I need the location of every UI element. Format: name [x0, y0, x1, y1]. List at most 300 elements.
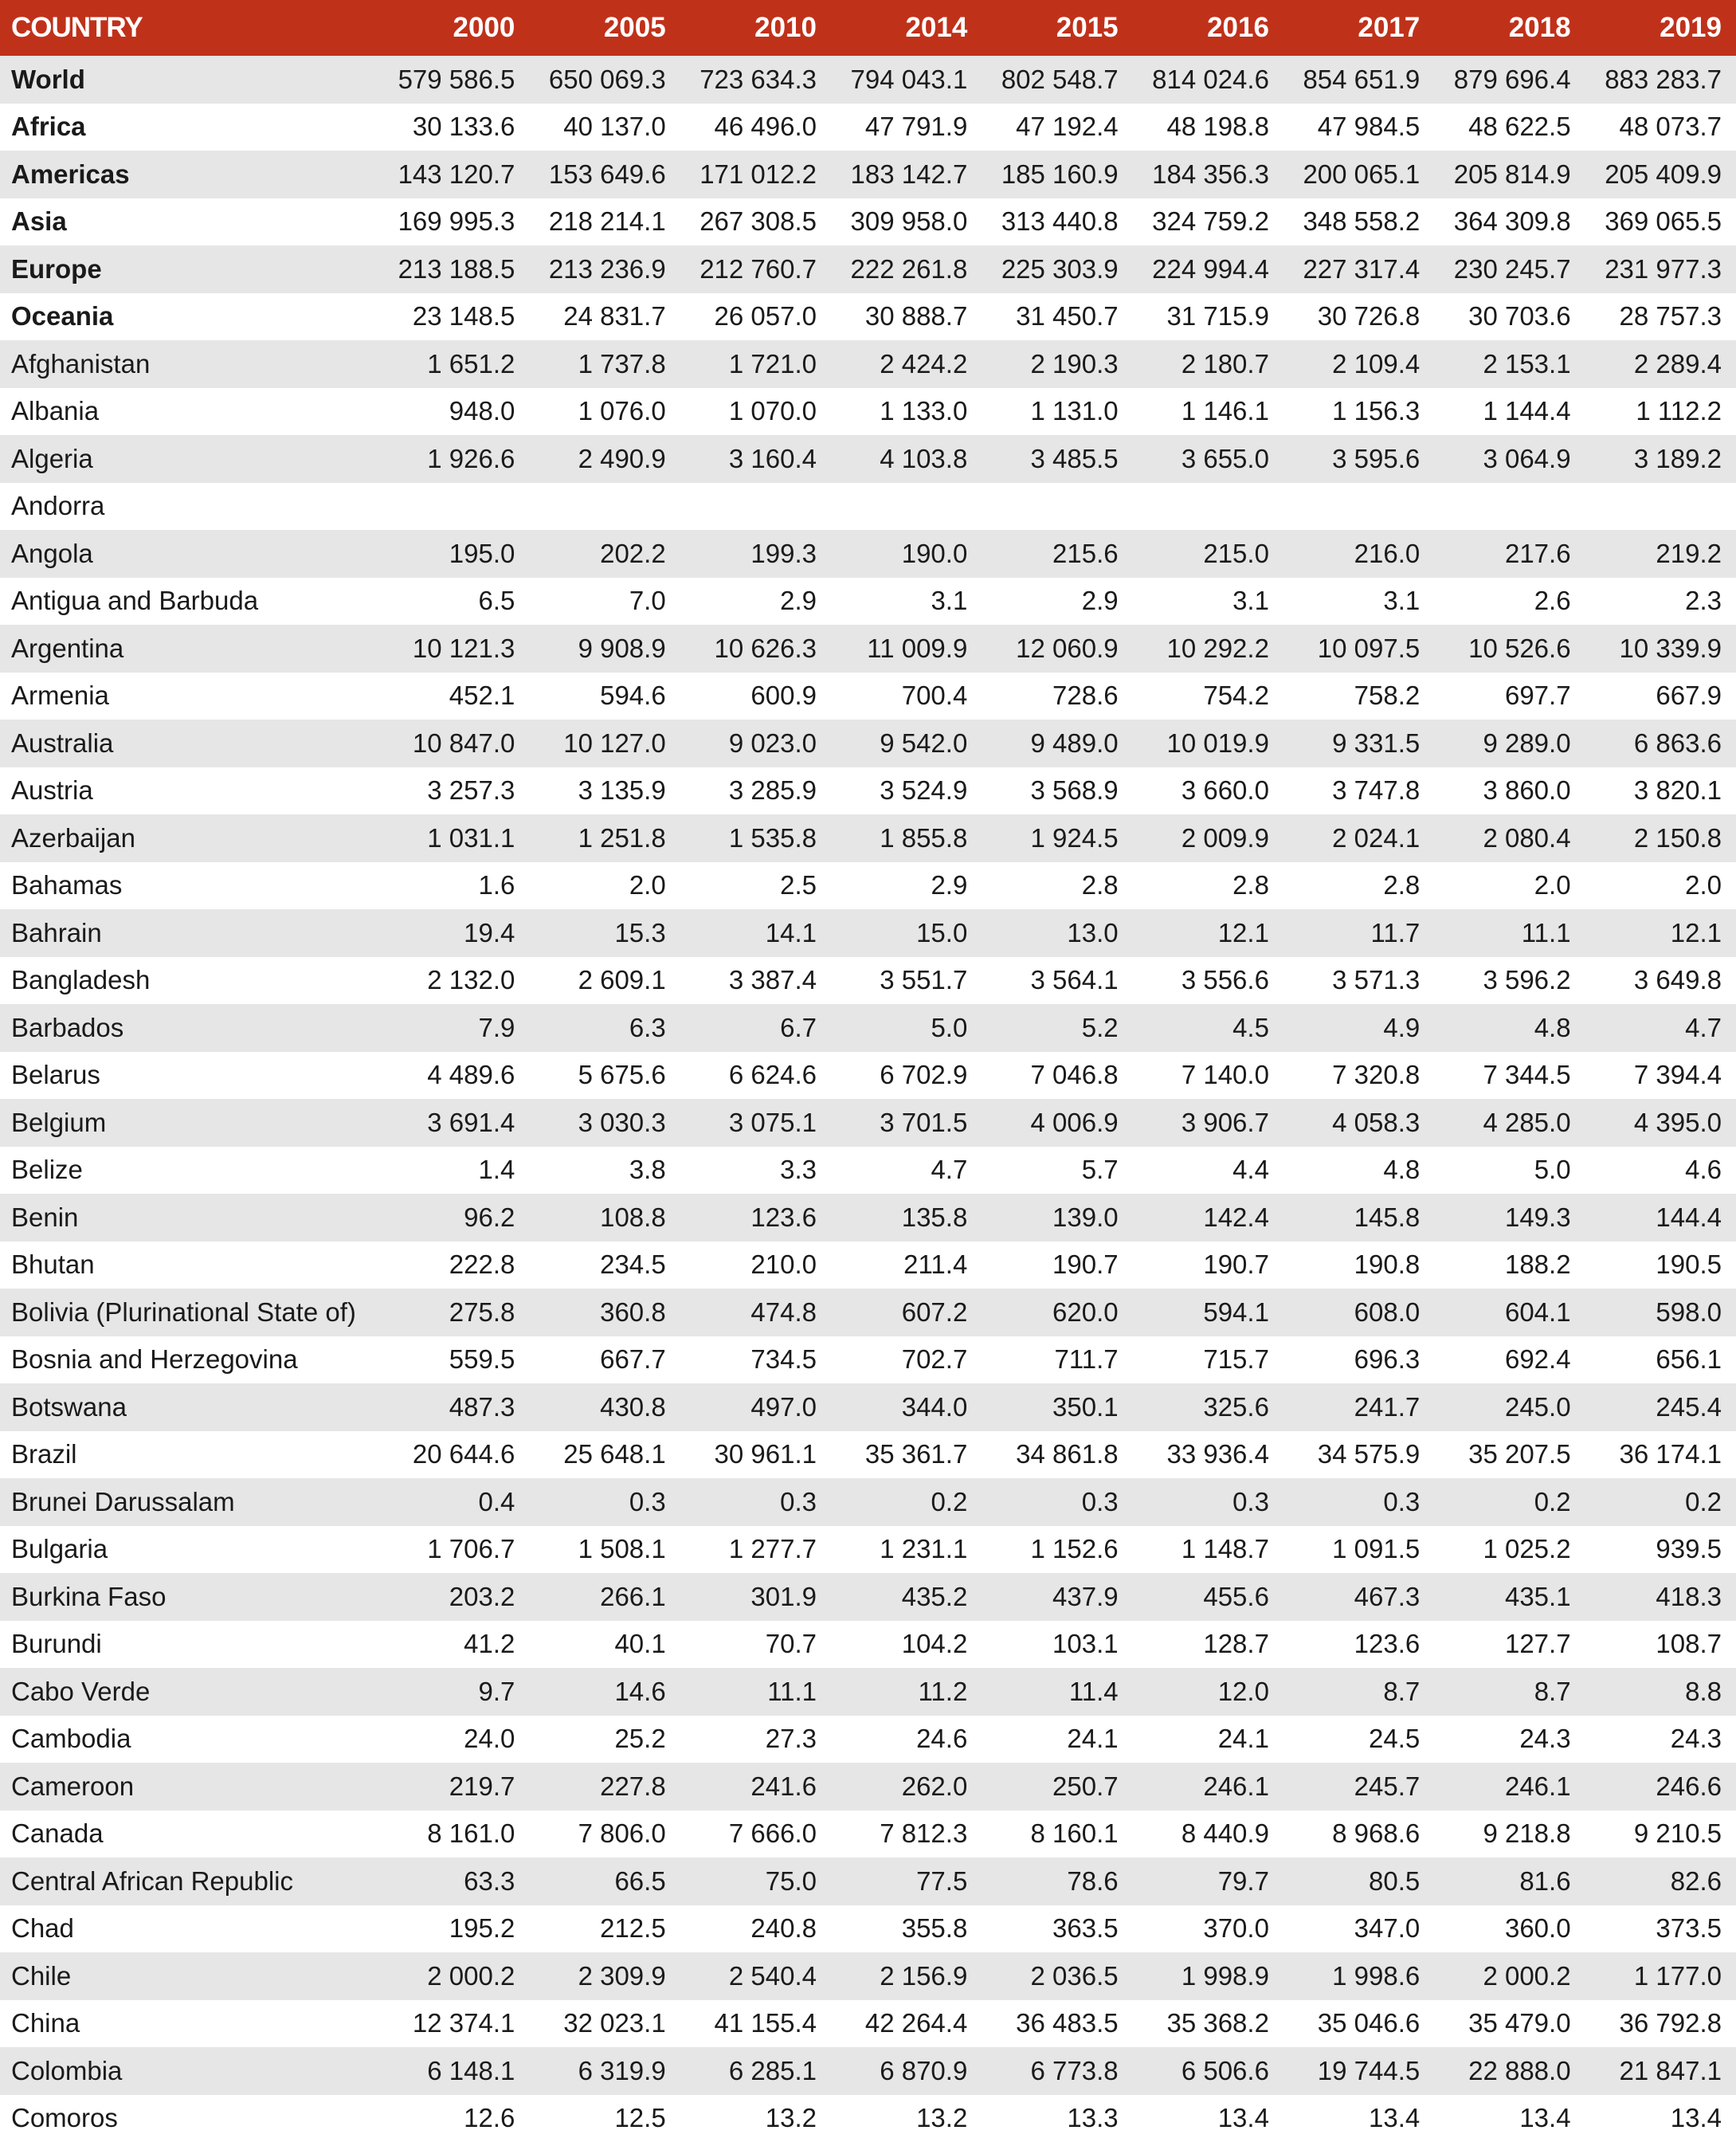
- country-name: Cameroon: [0, 1763, 378, 1810]
- region-name: Africa: [0, 104, 378, 151]
- value-cell: 3 285.9: [680, 767, 831, 815]
- value-cell: 2.6: [1434, 578, 1585, 626]
- value-cell: 3 860.0: [1434, 767, 1585, 815]
- value-cell: 108.8: [529, 1194, 680, 1242]
- value-cell: 0.3: [1133, 1478, 1283, 1526]
- value-cell: 23 148.5: [378, 293, 529, 341]
- value-cell: 9 331.5: [1283, 720, 1434, 767]
- value-cell: 4 395.0: [1585, 1099, 1736, 1147]
- value-cell: 2.0: [529, 862, 680, 910]
- value-cell: 9 489.0: [982, 720, 1132, 767]
- value-cell: 10 292.2: [1133, 625, 1283, 673]
- value-cell: 190.5: [1585, 1242, 1736, 1289]
- value-cell: 1 924.5: [982, 814, 1132, 862]
- value-cell: 275.8: [378, 1289, 529, 1336]
- value-cell: 594.1: [1133, 1289, 1283, 1336]
- table-row: [0, 909, 1736, 957]
- value-cell: 40 137.0: [529, 104, 680, 151]
- value-cell: 0.3: [680, 1478, 831, 1526]
- value-cell: 246.1: [1434, 1763, 1585, 1810]
- country-name: Bahamas: [0, 862, 378, 910]
- value-cell: 3 701.5: [831, 1099, 982, 1147]
- value-cell: 12.5: [529, 2095, 680, 2142]
- value-cell: 7 140.0: [1133, 1052, 1283, 1100]
- table-row: [0, 1099, 1736, 1147]
- value-cell: 3.1: [1133, 578, 1283, 626]
- table-row: [0, 814, 1736, 862]
- table-row: [0, 1763, 1736, 1810]
- value-cell: 78.6: [982, 1858, 1132, 1905]
- value-cell: 883 283.7: [1585, 56, 1736, 104]
- value-cell: 215.6: [982, 530, 1132, 578]
- table-row: [0, 1194, 1736, 1242]
- value-cell: 35 207.5: [1434, 1431, 1585, 1479]
- value-cell: 190.8: [1283, 1242, 1434, 1289]
- value-cell: 11 009.9: [831, 625, 982, 673]
- value-cell: 2.5: [680, 862, 831, 910]
- value-cell: 35 361.7: [831, 1431, 982, 1479]
- value-cell: 20 644.6: [378, 1431, 529, 1479]
- value-cell: 13.2: [680, 2095, 831, 2142]
- value-cell: 24.6: [831, 1716, 982, 1763]
- region-row: [0, 56, 1736, 104]
- value-cell: 30 888.7: [831, 293, 982, 341]
- value-cell: 22 888.0: [1434, 2047, 1585, 2095]
- value-cell: 145.8: [1283, 1194, 1434, 1242]
- table-row: [0, 1716, 1736, 1763]
- value-cell: 2 132.0: [378, 957, 529, 1005]
- value-cell: 2 289.4: [1585, 340, 1736, 388]
- value-cell: 171 012.2: [680, 151, 831, 198]
- value-cell: 213 188.5: [378, 245, 529, 293]
- value-cell: 6 285.1: [680, 2047, 831, 2095]
- value-cell: 24.0: [378, 1716, 529, 1763]
- value-cell: 216.0: [1283, 530, 1434, 578]
- table-row: [0, 578, 1736, 626]
- value-cell: 4 058.3: [1283, 1099, 1434, 1147]
- country-name: Andorra: [0, 483, 378, 531]
- value-cell: 227 317.4: [1283, 245, 1434, 293]
- country-name: Canada: [0, 1810, 378, 1858]
- country-name: Algeria: [0, 435, 378, 483]
- value-cell: [831, 483, 982, 531]
- value-cell: 11.2: [831, 1668, 982, 1716]
- value-cell: 3.1: [831, 578, 982, 626]
- table-row: [0, 1004, 1736, 1052]
- value-cell: 4 103.8: [831, 435, 982, 483]
- value-cell: 8.7: [1434, 1668, 1585, 1716]
- value-cell: 1 251.8: [529, 814, 680, 862]
- value-cell: 135.8: [831, 1194, 982, 1242]
- value-cell: 26 057.0: [680, 293, 831, 341]
- value-cell: 103.1: [982, 1621, 1132, 1669]
- value-cell: 8.7: [1283, 1668, 1434, 1716]
- year-column-header: 2010: [680, 0, 831, 56]
- value-cell: 10 339.9: [1585, 625, 1736, 673]
- value-cell: 80.5: [1283, 1858, 1434, 1905]
- value-cell: 1 231.1: [831, 1526, 982, 1574]
- value-cell: 1 737.8: [529, 340, 680, 388]
- value-cell: 3 524.9: [831, 767, 982, 815]
- value-cell: 3 906.7: [1133, 1099, 1283, 1147]
- value-cell: 82.6: [1585, 1858, 1736, 1905]
- value-cell: 373.5: [1585, 1905, 1736, 1953]
- value-cell: 3 387.4: [680, 957, 831, 1005]
- value-cell: 430.8: [529, 1383, 680, 1431]
- value-cell: 363.5: [982, 1905, 1132, 1953]
- value-cell: 4 489.6: [378, 1052, 529, 1100]
- country-name: Bangladesh: [0, 957, 378, 1005]
- value-cell: 608.0: [1283, 1289, 1434, 1336]
- value-cell: 24.3: [1434, 1716, 1585, 1763]
- value-cell: 696.3: [1283, 1336, 1434, 1384]
- value-cell: 2.9: [680, 578, 831, 626]
- value-cell: 711.7: [982, 1336, 1132, 1384]
- value-cell: 6 506.6: [1133, 2047, 1283, 2095]
- table-row: [0, 1952, 1736, 2000]
- value-cell: 19.4: [378, 909, 529, 957]
- value-cell: 25.2: [529, 1716, 680, 1763]
- value-cell: 12.0: [1133, 1668, 1283, 1716]
- value-cell: 2 009.9: [1133, 814, 1283, 862]
- value-cell: [1434, 483, 1585, 531]
- value-cell: 48 073.7: [1585, 104, 1736, 151]
- value-cell: 240.8: [680, 1905, 831, 1953]
- value-cell: [982, 483, 1132, 531]
- value-cell: 21 847.1: [1585, 2047, 1736, 2095]
- value-cell: 203.2: [378, 1573, 529, 1621]
- value-cell: 3.3: [680, 1147, 831, 1195]
- value-cell: 212.5: [529, 1905, 680, 1953]
- region-name: World: [0, 56, 378, 104]
- region-row: [0, 245, 1736, 293]
- country-name: Austria: [0, 767, 378, 815]
- value-cell: 267 308.5: [680, 198, 831, 246]
- value-cell: 0.2: [1434, 1478, 1585, 1526]
- value-cell: 2 036.5: [982, 1952, 1132, 2000]
- value-cell: 802 548.7: [982, 56, 1132, 104]
- value-cell: 31 450.7: [982, 293, 1132, 341]
- value-cell: 234.5: [529, 1242, 680, 1289]
- country-name: Chad: [0, 1905, 378, 1953]
- table-row: [0, 625, 1736, 673]
- value-cell: 3 556.6: [1133, 957, 1283, 1005]
- year-column-header: 2015: [982, 0, 1132, 56]
- value-cell: 213 236.9: [529, 245, 680, 293]
- value-cell: 24.5: [1283, 1716, 1434, 1763]
- value-cell: [529, 483, 680, 531]
- table-row: [0, 340, 1736, 388]
- country-name: Belarus: [0, 1052, 378, 1100]
- value-cell: 474.8: [680, 1289, 831, 1336]
- value-cell: 219.2: [1585, 530, 1736, 578]
- table-row: [0, 2047, 1736, 2095]
- value-cell: 10 121.3: [378, 625, 529, 673]
- value-cell: 8.8: [1585, 1668, 1736, 1716]
- value-cell: 3 820.1: [1585, 767, 1736, 815]
- value-cell: 723 634.3: [680, 56, 831, 104]
- value-cell: 144.4: [1585, 1194, 1736, 1242]
- table-row: [0, 673, 1736, 720]
- value-cell: 128.7: [1133, 1621, 1283, 1669]
- country-name: Bolivia (Plurinational State of): [0, 1289, 378, 1336]
- value-cell: 1 133.0: [831, 388, 982, 436]
- value-cell: 667.9: [1585, 673, 1736, 720]
- value-cell: 42 264.4: [831, 2000, 982, 2048]
- value-cell: 309 958.0: [831, 198, 982, 246]
- value-cell: 190.7: [1133, 1242, 1283, 1289]
- value-cell: 1 031.1: [378, 814, 529, 862]
- value-cell: 3.8: [529, 1147, 680, 1195]
- country-name: Chile: [0, 1952, 378, 2000]
- country-name: Botswana: [0, 1383, 378, 1431]
- value-cell: 24 831.7: [529, 293, 680, 341]
- value-cell: 12.6: [378, 2095, 529, 2142]
- value-cell: 360.8: [529, 1289, 680, 1336]
- table-row: [0, 388, 1736, 436]
- country-name: Burundi: [0, 1621, 378, 1669]
- value-cell: 4.9: [1283, 1004, 1434, 1052]
- value-cell: 437.9: [982, 1573, 1132, 1621]
- value-cell: 7 812.3: [831, 1810, 982, 1858]
- region-name: Oceania: [0, 293, 378, 341]
- value-cell: 149.3: [1434, 1194, 1585, 1242]
- value-cell: 1 535.8: [680, 814, 831, 862]
- value-cell: 497.0: [680, 1383, 831, 1431]
- value-cell: 6 624.6: [680, 1052, 831, 1100]
- value-cell: 4.8: [1283, 1147, 1434, 1195]
- value-cell: 1 998.9: [1133, 1952, 1283, 2000]
- value-cell: 2 080.4: [1434, 814, 1585, 862]
- value-cell: 13.3: [982, 2095, 1132, 2142]
- table-row: [0, 1858, 1736, 1905]
- value-cell: 34 861.8: [982, 1431, 1132, 1479]
- value-cell: 2.0: [1585, 862, 1736, 910]
- country-name: Afghanistan: [0, 340, 378, 388]
- value-cell: 13.4: [1585, 2095, 1736, 2142]
- value-cell: 1 025.2: [1434, 1526, 1585, 1574]
- value-cell: 8 968.6: [1283, 1810, 1434, 1858]
- value-cell: 607.2: [831, 1289, 982, 1336]
- table-row: [0, 1668, 1736, 1716]
- value-cell: 123.6: [1283, 1621, 1434, 1669]
- country-name: Angola: [0, 530, 378, 578]
- value-cell: 3 257.3: [378, 767, 529, 815]
- value-cell: 81.6: [1434, 1858, 1585, 1905]
- value-cell: 1 651.2: [378, 340, 529, 388]
- value-cell: 814 024.6: [1133, 56, 1283, 104]
- value-cell: 1 156.3: [1283, 388, 1434, 436]
- value-cell: 348 558.2: [1283, 198, 1434, 246]
- value-cell: 9 218.8: [1434, 1810, 1585, 1858]
- value-cell: 2 109.4: [1283, 340, 1434, 388]
- value-cell: 455.6: [1133, 1573, 1283, 1621]
- value-cell: 185 160.9: [982, 151, 1132, 198]
- value-cell: 620.0: [982, 1289, 1132, 1336]
- value-cell: 24.1: [1133, 1716, 1283, 1763]
- value-cell: 3 649.8: [1585, 957, 1736, 1005]
- value-cell: 96.2: [378, 1194, 529, 1242]
- value-cell: 231 977.3: [1585, 245, 1736, 293]
- value-cell: 5.0: [831, 1004, 982, 1052]
- table-row: [0, 2000, 1736, 2048]
- value-cell: 418.3: [1585, 1573, 1736, 1621]
- region-name: Europe: [0, 245, 378, 293]
- value-cell: 3 595.6: [1283, 435, 1434, 483]
- value-cell: 30 133.6: [378, 104, 529, 151]
- value-cell: 355.8: [831, 1905, 982, 1953]
- value-cell: 188.2: [1434, 1242, 1585, 1289]
- value-cell: 347.0: [1283, 1905, 1434, 1953]
- country-name: Central African Republic: [0, 1858, 378, 1905]
- value-cell: 939.5: [1585, 1526, 1736, 1574]
- value-cell: 205 814.9: [1434, 151, 1585, 198]
- value-cell: 30 726.8: [1283, 293, 1434, 341]
- value-cell: 1 091.5: [1283, 1526, 1434, 1574]
- value-cell: 15.3: [529, 909, 680, 957]
- value-cell: 325.6: [1133, 1383, 1283, 1431]
- value-cell: 245.7: [1283, 1763, 1434, 1810]
- region-row: [0, 198, 1736, 246]
- value-cell: 8 161.0: [378, 1810, 529, 1858]
- table-row: [0, 1242, 1736, 1289]
- value-cell: 467.3: [1283, 1573, 1434, 1621]
- value-cell: 2 309.9: [529, 1952, 680, 2000]
- country-name: Bhutan: [0, 1242, 378, 1289]
- value-cell: 190.7: [982, 1242, 1132, 1289]
- value-cell: 15.0: [831, 909, 982, 957]
- value-cell: 854 651.9: [1283, 56, 1434, 104]
- value-cell: 262.0: [831, 1763, 982, 1810]
- value-cell: 48 622.5: [1434, 104, 1585, 151]
- value-cell: [1283, 483, 1434, 531]
- value-cell: 227.8: [529, 1763, 680, 1810]
- value-cell: 4.8: [1434, 1004, 1585, 1052]
- value-cell: 1 076.0: [529, 388, 680, 436]
- value-cell: 246.1: [1133, 1763, 1283, 1810]
- value-cell: 6.3: [529, 1004, 680, 1052]
- value-cell: 123.6: [680, 1194, 831, 1242]
- value-cell: 2.8: [1283, 862, 1434, 910]
- table-row: [0, 530, 1736, 578]
- country-name: Antigua and Barbuda: [0, 578, 378, 626]
- value-cell: 594.6: [529, 673, 680, 720]
- value-cell: 2 609.1: [529, 957, 680, 1005]
- value-cell: 217.6: [1434, 530, 1585, 578]
- value-cell: 77.5: [831, 1858, 982, 1905]
- value-cell: 24.3: [1585, 1716, 1736, 1763]
- country-name: Belize: [0, 1147, 378, 1195]
- value-cell: [680, 483, 831, 531]
- value-cell: 435.2: [831, 1573, 982, 1621]
- value-cell: 10 097.5: [1283, 625, 1434, 673]
- value-cell: 30 703.6: [1434, 293, 1585, 341]
- value-cell: 435.1: [1434, 1573, 1585, 1621]
- value-cell: 11.4: [982, 1668, 1132, 1716]
- value-cell: 2.8: [982, 862, 1132, 910]
- value-cell: 715.7: [1133, 1336, 1283, 1384]
- value-cell: 7 320.8: [1283, 1052, 1434, 1100]
- value-cell: 195.0: [378, 530, 529, 578]
- value-cell: 13.4: [1283, 2095, 1434, 2142]
- region-name: Americas: [0, 151, 378, 198]
- value-cell: 758.2: [1283, 673, 1434, 720]
- value-cell: 13.4: [1434, 2095, 1585, 2142]
- country-name: China: [0, 2000, 378, 2048]
- value-cell: 1 508.1: [529, 1526, 680, 1574]
- value-cell: 11.7: [1283, 909, 1434, 957]
- year-column-header: 2018: [1434, 0, 1585, 56]
- value-cell: 10 526.6: [1434, 625, 1585, 673]
- value-cell: 734.5: [680, 1336, 831, 1384]
- country-name: Brunei Darussalam: [0, 1478, 378, 1526]
- value-cell: 324 759.2: [1133, 198, 1283, 246]
- region-row: [0, 104, 1736, 151]
- value-cell: 219.7: [378, 1763, 529, 1810]
- table-row: [0, 862, 1736, 910]
- value-cell: 2 150.8: [1585, 814, 1736, 862]
- value-cell: 0.3: [529, 1478, 680, 1526]
- value-cell: 24.1: [982, 1716, 1132, 1763]
- value-cell: 47 984.5: [1283, 104, 1434, 151]
- value-cell: 4 006.9: [982, 1099, 1132, 1147]
- value-cell: 604.1: [1434, 1289, 1585, 1336]
- value-cell: 1 926.6: [378, 435, 529, 483]
- value-cell: 656.1: [1585, 1336, 1736, 1384]
- value-cell: 30 961.1: [680, 1431, 831, 1479]
- value-cell: 692.4: [1434, 1336, 1585, 1384]
- value-cell: 1 112.2: [1585, 388, 1736, 436]
- value-cell: 2 024.1: [1283, 814, 1434, 862]
- value-cell: 241.6: [680, 1763, 831, 1810]
- value-cell: 2 424.2: [831, 340, 982, 388]
- value-cell: [1133, 483, 1283, 531]
- table-row: [0, 1383, 1736, 1431]
- country-name: Australia: [0, 720, 378, 767]
- value-cell: 3 660.0: [1133, 767, 1283, 815]
- value-cell: 6.7: [680, 1004, 831, 1052]
- value-cell: 579 586.5: [378, 56, 529, 104]
- value-cell: 5.0: [1434, 1147, 1585, 1195]
- value-cell: [1585, 483, 1736, 531]
- value-cell: 3 160.4: [680, 435, 831, 483]
- value-cell: 8 440.9: [1133, 1810, 1283, 1858]
- country-name: Benin: [0, 1194, 378, 1242]
- value-cell: 697.7: [1434, 673, 1585, 720]
- value-cell: 350.1: [982, 1383, 1132, 1431]
- value-cell: 8 160.1: [982, 1810, 1132, 1858]
- value-cell: 12 060.9: [982, 625, 1132, 673]
- value-cell: 3 064.9: [1434, 435, 1585, 483]
- country-name: Bosnia and Herzegovina: [0, 1336, 378, 1384]
- value-cell: 10 626.3: [680, 625, 831, 673]
- value-cell: 0.4: [378, 1478, 529, 1526]
- table-row: [0, 767, 1736, 815]
- value-cell: 1 721.0: [680, 340, 831, 388]
- value-cell: 12 374.1: [378, 2000, 529, 2048]
- country-name: Colombia: [0, 2047, 378, 2095]
- value-cell: 225 303.9: [982, 245, 1132, 293]
- value-cell: 2 490.9: [529, 435, 680, 483]
- value-cell: 369 065.5: [1585, 198, 1736, 246]
- value-cell: 7 666.0: [680, 1810, 831, 1858]
- value-cell: 794 043.1: [831, 56, 982, 104]
- value-cell: 7.0: [529, 578, 680, 626]
- value-cell: 3 571.3: [1283, 957, 1434, 1005]
- value-cell: 199.3: [680, 530, 831, 578]
- value-cell: 364 309.8: [1434, 198, 1585, 246]
- table-row: [0, 720, 1736, 767]
